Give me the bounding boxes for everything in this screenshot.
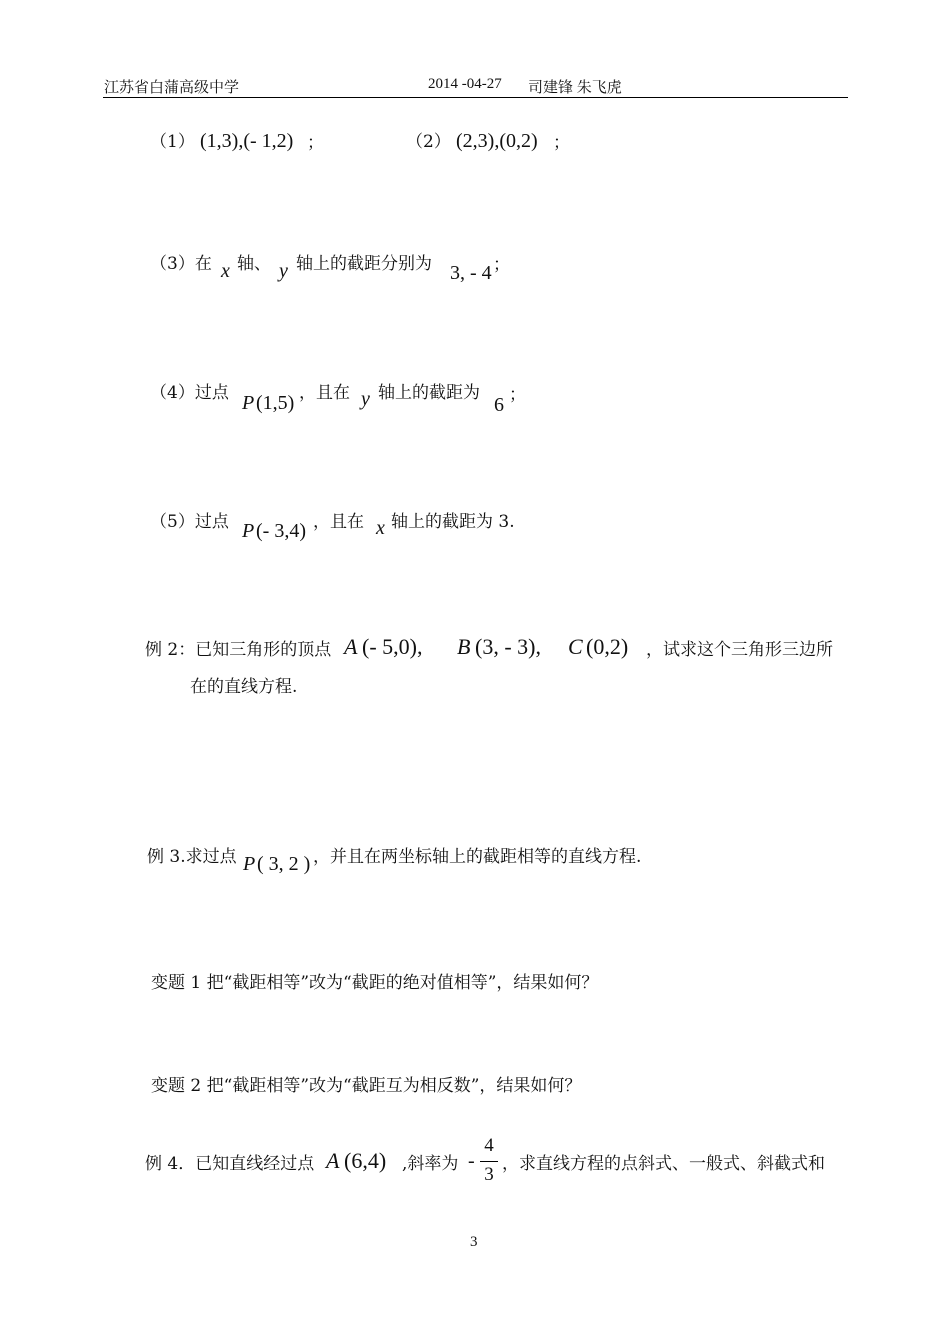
item-4-value: 6: [494, 394, 504, 416]
item-5-coords: (- 3,4): [256, 520, 306, 542]
example-4-slope-text: ,斜率为: [402, 1154, 459, 1174]
example-4-fraction-bar: [480, 1161, 498, 1162]
item-4-P: P: [242, 392, 255, 414]
item-1-end: ；: [307, 133, 324, 153]
header-date: 2014 -04-27: [428, 76, 502, 92]
header-school: 江苏省白蒲高级中学: [104, 80, 240, 96]
item-2-math: (2,3),(0,2): [456, 130, 538, 152]
item-1-math: (1,3),(- 1,2): [200, 130, 294, 152]
item-5-mid: ，且在: [313, 512, 364, 532]
example-2-B-coords: (3, - 3),: [475, 634, 541, 659]
item-5-x: x: [376, 517, 385, 539]
example-2-tail: ，试求这个三角形三边所: [646, 640, 833, 660]
example-2-C: C: [568, 634, 583, 659]
example-2-A-coords: (- 5,0),: [362, 634, 423, 659]
item-2-end: ；: [553, 133, 570, 153]
variant-2: 变题 2 把“截距相等”改为“截距互为相反数”，结果如何？: [151, 1076, 582, 1096]
variant-1: 变题 1 把“截距相等”改为“截距的绝对值相等”，结果如何？: [151, 973, 599, 993]
header-rule: [103, 97, 848, 98]
item-3-y: y: [279, 260, 288, 282]
example-4-tail: ，求直线方程的点斜式、一般式、斜截式和: [502, 1154, 825, 1174]
header-authors: 司建锋 朱飞虎: [528, 80, 622, 96]
example-4-fraction-numerator: 4: [484, 1135, 494, 1156]
item-4-mid: ，且在: [299, 383, 350, 403]
example-4-A: A: [326, 1148, 340, 1173]
item-1-label: （1）: [150, 132, 195, 152]
page-number: 3: [470, 1234, 478, 1250]
example-3-coords: ( 3, 2 ): [257, 853, 311, 875]
item-3-values: 3, - 4: [450, 262, 492, 284]
example-2-line2: 在的直线方程.: [190, 677, 298, 697]
example-3-P: P: [243, 853, 256, 875]
example-4-fraction-denominator: 3: [484, 1164, 494, 1185]
item-4-y: y: [361, 388, 370, 410]
item-3-x: x: [221, 260, 230, 282]
example-2-lead: 例 2：已知三角形的顶点: [145, 640, 332, 660]
item-3-end: ；: [493, 255, 510, 275]
example-2-C-coords: (0,2): [586, 634, 629, 659]
item-4-label: （4）过点: [150, 383, 229, 403]
item-3-mid: 轴、: [237, 254, 271, 274]
example-3-tail: ，并且在两坐标轴上的截距相等的直线方程.: [313, 847, 642, 867]
example-4-A-coords: (6,4): [344, 1148, 387, 1173]
example-2-A: A: [344, 634, 358, 659]
item-4-coords: (1,5): [256, 392, 295, 414]
item-5-rest: 轴上的截距为 3.: [391, 512, 515, 532]
item-2-label: （2）: [406, 132, 451, 152]
example-3-lead: 例 3.求过点: [147, 847, 237, 867]
example-2-B: B: [457, 634, 471, 659]
example-4-minus: -: [468, 1150, 475, 1172]
example-4-lead: 例 4．已知直线经过点: [145, 1154, 315, 1174]
item-3-rest: 轴上的截距分别为: [296, 254, 432, 274]
item-4-end: ；: [509, 385, 526, 405]
item-5-label: （5）过点: [150, 512, 229, 532]
item-4-rest: 轴上的截距为: [378, 383, 480, 403]
item-5-P: P: [242, 520, 255, 542]
item-3-label: （3）在: [150, 254, 212, 274]
